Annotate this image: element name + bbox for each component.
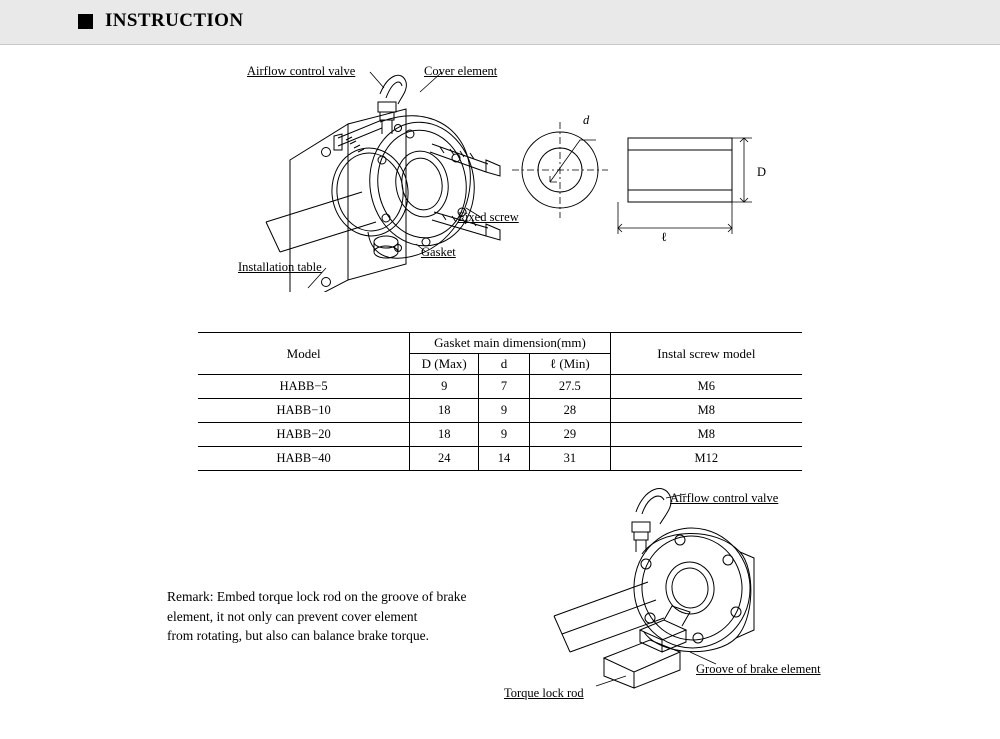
label-cover-element: Cover element xyxy=(424,64,498,78)
label-airflow-control-valve-bottom: Airflow control valve xyxy=(670,491,779,505)
filled-square-icon xyxy=(78,14,93,29)
table-header-row-1 xyxy=(198,333,802,354)
label-groove-of-brake-element: Groove of brake element xyxy=(696,662,821,676)
cell-model: HABB−10 xyxy=(198,399,410,423)
cell-d: 14 xyxy=(479,447,530,471)
cell-d: 7 xyxy=(479,375,530,399)
header-d-max: D (Max) xyxy=(410,354,479,375)
label-D-outer: D xyxy=(757,165,767,179)
cell-screw: M6 xyxy=(610,375,802,399)
cell-screw: M8 xyxy=(610,399,802,423)
cell-model: HABB−20 xyxy=(198,423,410,447)
label-torque-lock-rod: Torque lock rod xyxy=(504,686,584,700)
cell-d-max: 18 xyxy=(410,423,479,447)
remark-line-1: Remark: Embed torque lock rod on the groove of brake xyxy=(167,589,467,604)
header-install-screw: Instal screw model xyxy=(610,333,802,375)
cell-l-min: 29 xyxy=(529,423,610,447)
cell-l-min: 27.5 xyxy=(529,375,610,399)
label-fixed-screw: Fixed screw xyxy=(458,210,519,224)
header-l-min: ℓ (Min) xyxy=(529,354,610,375)
page-header xyxy=(0,0,1000,45)
label-l-length: ℓ xyxy=(661,230,667,244)
table-row xyxy=(198,447,802,471)
cell-l-min: 31 xyxy=(529,447,610,471)
cell-screw: M12 xyxy=(610,447,802,471)
table-row xyxy=(198,423,802,447)
header-d: d xyxy=(479,354,530,375)
table-row xyxy=(198,399,802,423)
cell-d-max: 18 xyxy=(410,399,479,423)
remark-line-3: from rotating, but also can balance brake torque. xyxy=(167,628,430,644)
cell-d-max: 9 xyxy=(410,375,479,399)
cell-model: HABB−5 xyxy=(198,375,410,399)
page-title: INSTRUCTION xyxy=(105,10,244,31)
cell-d-max: 24 xyxy=(410,447,479,471)
label-gasket: Gasket xyxy=(421,245,456,259)
header-gasket-group: Gasket main dimension(mm) xyxy=(410,333,610,354)
gasket-dimension-diagram xyxy=(500,100,770,265)
cell-screw: M8 xyxy=(610,423,802,447)
label-airflow-control-valve-top: Airflow control valve xyxy=(247,64,356,78)
label-installation-table: Installation table xyxy=(238,260,322,274)
cell-l-min: 28 xyxy=(529,399,610,423)
table-row xyxy=(198,375,802,399)
label-d-inner: d xyxy=(583,113,590,127)
remark-line-2: element, it not only can prevent cover element xyxy=(167,608,418,624)
header-model: Model xyxy=(198,333,410,375)
gasket-spec-table xyxy=(198,332,802,471)
cell-model: HABB−40 xyxy=(198,447,410,471)
cell-d: 9 xyxy=(479,399,530,423)
cell-d: 9 xyxy=(479,423,530,447)
remark-block xyxy=(167,587,547,646)
